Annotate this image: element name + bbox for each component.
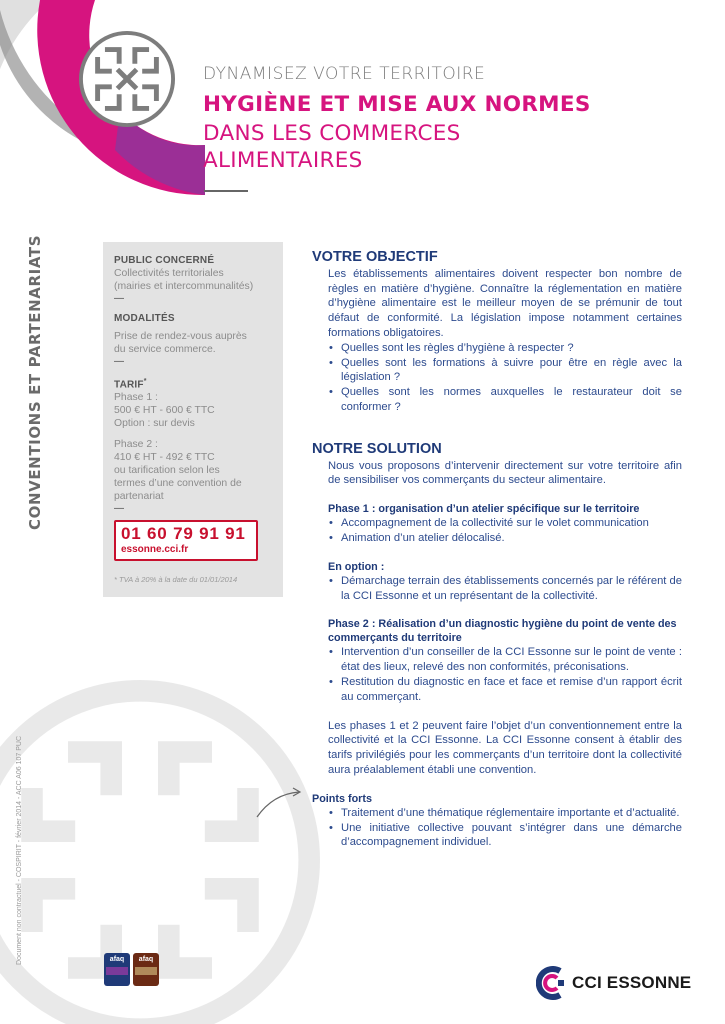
option-list xyxy=(312,574,682,604)
arrow-icon xyxy=(255,782,305,822)
subtitle-line: DANS LES COMMERCES xyxy=(203,121,461,146)
public-line: Collectivités territoriales xyxy=(114,268,224,279)
legal-footer: Document non contractuel - COSPIRIT - février 2014 - ACC A06 107 PUC xyxy=(16,735,23,965)
section-vertical-label: CONVENTIONS ET PARTENARIATS xyxy=(26,234,44,530)
list-item: • Quelles sont les formations à suivre pour être en règle avec la législation ? xyxy=(341,356,682,386)
closing-paragraph: Les phases 1 et 2 peuvent faire l’objet d’un conventionnement entre la collectivité et la CCI Essonne. La CCI Essonne consent à établir des tarifs privilégiés pour les commerçants d’un territoire dont la collectivité aura préalablement établi une convention. xyxy=(328,719,682,776)
emblem-watermark xyxy=(0,680,320,1024)
cci-logo xyxy=(536,966,691,1000)
afaq-logo-icon xyxy=(104,953,130,986)
title-divider xyxy=(204,190,248,192)
modalites-heading: MODALITÉS xyxy=(114,313,175,324)
phone-number[interactable]: 01 60 79 91 91 xyxy=(121,524,246,544)
page-kicker: DYNAMISEZ VOTRE TERRITOIRE xyxy=(203,64,486,84)
info-box xyxy=(103,242,283,597)
phase2-list xyxy=(312,645,682,704)
solution-heading: NOTRE SOLUTION xyxy=(312,440,442,457)
phase2-heading: Phase 2 : Réalisation d’un diagnostic hygiène du point de vente des commerçants du territoire xyxy=(328,618,677,645)
list-item: • Quelles sont les normes auxquelles le restaurateur doit se conformer ? xyxy=(341,385,682,415)
brand-name: CCI ESSONNE xyxy=(572,973,692,992)
phase1-list xyxy=(312,516,682,546)
public-line: (mairies et intercommunalités) xyxy=(114,281,254,292)
list-item: • Restitution du diagnostic en face et face et remise d’un rapport écrit au commerçant. xyxy=(341,675,682,705)
public-heading: PUBLIC CONCERNÉ xyxy=(114,255,215,266)
list-item: • Intervention d’un conseiller de la CCI Essonne sur le point de vente : état des lieux, relevé des non conformités, préconisations. xyxy=(341,645,682,675)
phase2-label: Phase 2 : xyxy=(114,439,158,451)
solution-paragraph: Nous vous proposons d’intervenir directement sur votre territoire afin de sensibiliser vos commerçants du secteur alimentaire. xyxy=(328,459,682,487)
modalites-line: Prise de rendez-vous auprès xyxy=(114,331,247,342)
phase1-label: Phase 1 : xyxy=(114,392,158,404)
subtitle-line: ALIMENTAIRES xyxy=(203,148,363,173)
separator-dash: — xyxy=(114,293,124,304)
main-content xyxy=(312,250,682,850)
tarif-heading-text: TARIF xyxy=(114,379,144,391)
list-item: • Accompagnement de la collectivité sur le volet communication xyxy=(341,516,682,531)
list-item: • Démarchage terrain des établissements concernés par le référent de la CCI Essonne et un représentant de la collectivité. xyxy=(341,574,682,604)
list-item: • Traitement d’une thématique réglementaire importante et d’actualité. xyxy=(341,806,682,821)
phase1-heading: Phase 1 : organisation d’un atelier spécifique sur le territoire xyxy=(328,503,640,516)
objectif-heading: VOTRE OBJECTIF xyxy=(312,249,438,265)
list-item: • Une initiative collective pouvant s’intégrer dans une démarche d’accompagnement individuel. xyxy=(341,821,682,851)
phase1-price: 500 € HT - 600 € TTC xyxy=(114,405,215,417)
cci-logo-icon xyxy=(536,966,566,1000)
objectif-paragraph: Les établissements alimentaires doivent respecter bon nombre de règles en matière d’hygiène. Connaître la réglementation en matière d’hygiène alimentaire est le meilleur moyen de se prémunir de tout défaut de conformité. La législation impose notamment certaines formations obligatoires. xyxy=(328,267,682,339)
phase2-price: 410 € HT - 492 € TTC xyxy=(114,452,215,464)
afaq-logo-icon xyxy=(133,953,159,986)
tva-note: * TVA à 20% à la date du 01/01/2014 xyxy=(114,575,238,585)
option-heading: En option : xyxy=(328,560,385,573)
tarif-asterisk: * xyxy=(143,378,147,385)
modalites-line: du service commerce. xyxy=(114,344,216,355)
phase2-line: termes d’une convention de xyxy=(114,478,242,490)
list-item: • Animation d’un atelier délocalisé. xyxy=(341,531,682,546)
phase2-line: ou tarification selon les xyxy=(114,465,220,477)
cci-emblem-icon xyxy=(78,30,176,128)
tarif-heading xyxy=(114,375,273,391)
phase2-line: partenariat xyxy=(114,491,164,503)
contact-box xyxy=(114,520,258,561)
points-forts-list xyxy=(312,806,682,850)
page-title: HYGIÈNE ET MISE AUX NORMES xyxy=(203,92,591,117)
afaq-label: afaq xyxy=(138,956,154,963)
objectif-list xyxy=(312,341,682,415)
page-subtitle xyxy=(203,120,563,174)
afaq-label: afaq xyxy=(109,956,125,963)
separator-dash: — xyxy=(114,356,124,367)
website-link[interactable]: essonne.cci.fr xyxy=(121,544,189,556)
points-forts-heading: Points forts xyxy=(312,792,372,805)
list-item: • Quelles sont les règles d’hygiène à respecter ? xyxy=(341,341,682,356)
separator-dash: — xyxy=(114,503,124,515)
phase1-option: Option : sur devis xyxy=(114,418,195,430)
